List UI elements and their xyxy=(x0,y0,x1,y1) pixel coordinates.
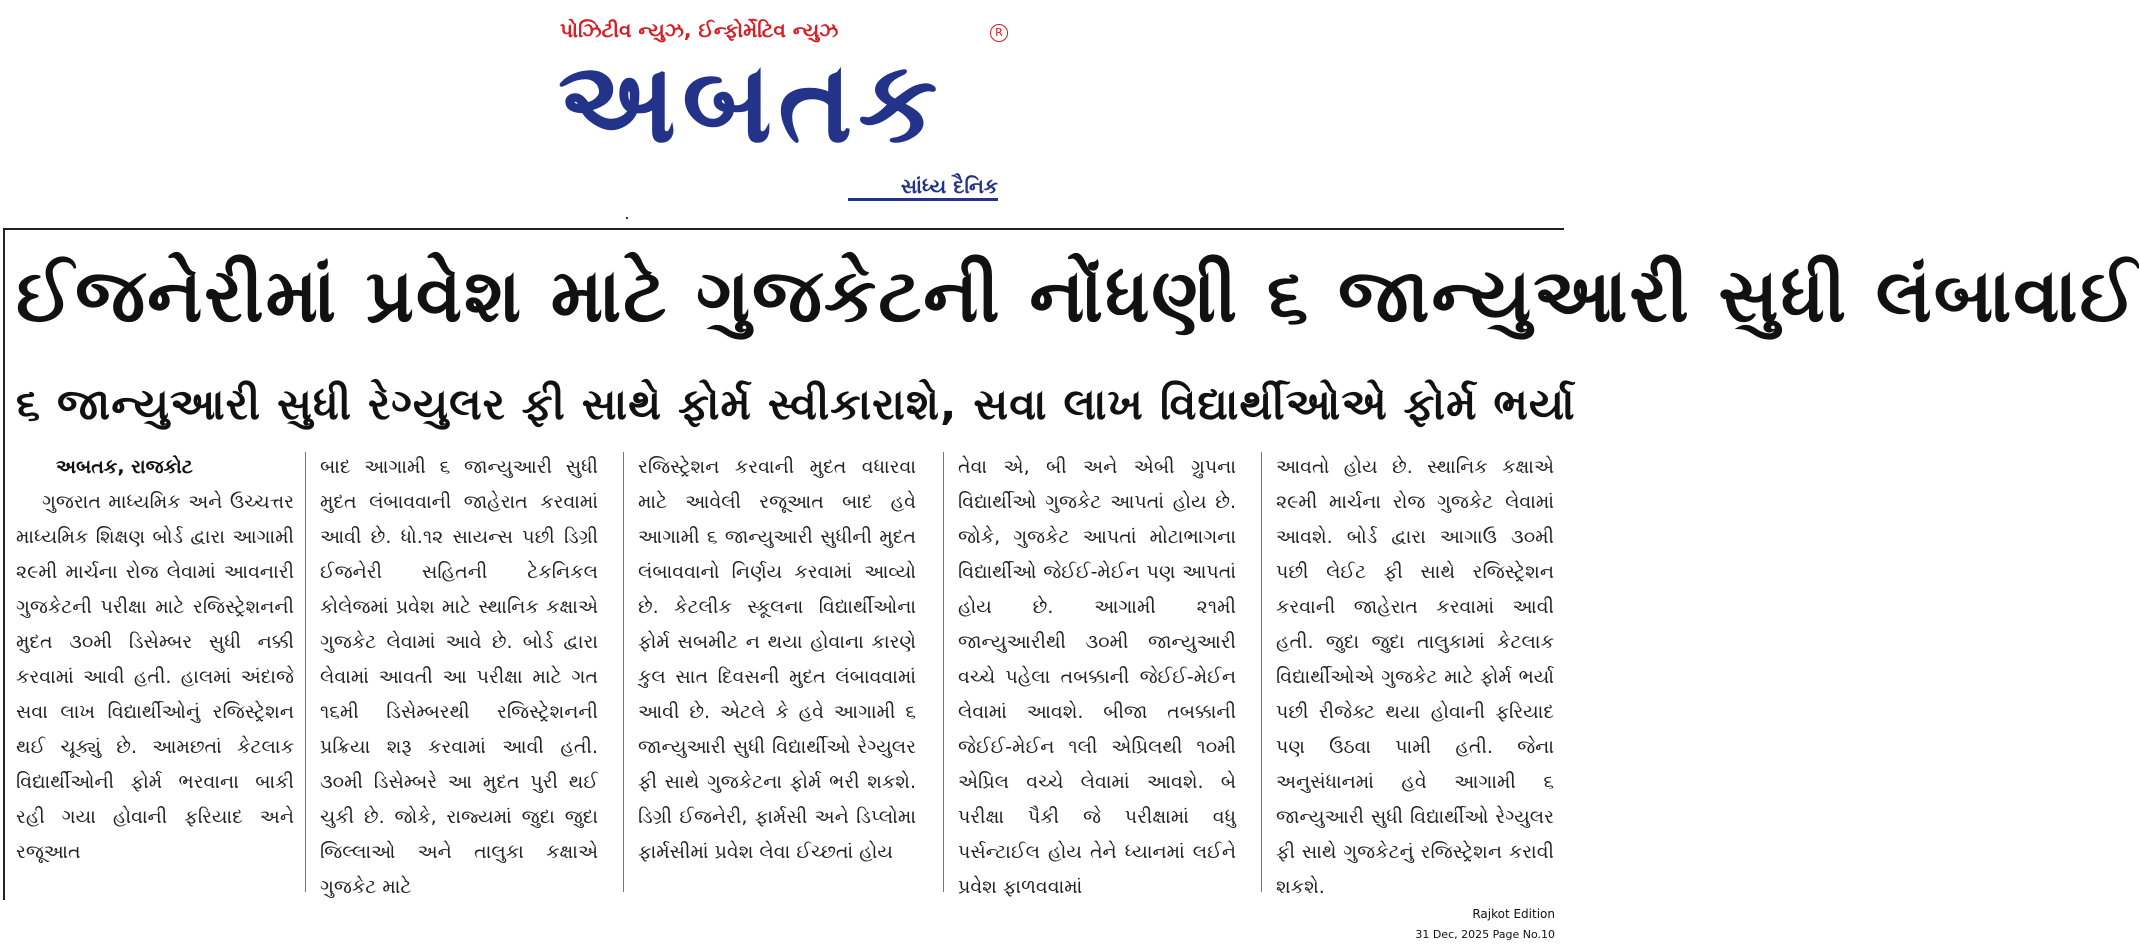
column-divider xyxy=(623,452,624,892)
column-text: રજિસ્ટ્રેશન કરવાની મુદત વધારવા માટે આવેલી રજૂઆત બાદ હવે આગામી ૬ જાન્યુઆરી સુધીની મુદત લંબાવવાનો નિર્ણય કરવામાં આવ્યો છે. કેટલીક સ્કૂલના વિદ્યાર્થીઓના ફોર્મ સબમીટ ન થયા હોવાના કારણે કુલ સાત દિવસની મુદત લંબાવવામાં આવી છે. એટલે કે હવે આગામી ૬ જાન્યુઆરી સુધી વિદ્યાર્થીઓ રેગ્યુલર ફી સાથે ગુજકેટના ફોર્મ ભરી શકશે. ડિગ્રી ઈજનેરી, ફાર્મસી અને ડિપ્લોમા ફાર્મસીમાં પ્રવેશ લેવા ઈચ્છતાં હોય xyxy=(638,456,916,863)
masthead xyxy=(0,0,1565,212)
article-column-3 xyxy=(638,450,916,896)
footer-edition: Rajkot Edition xyxy=(1472,907,1555,921)
column-divider xyxy=(305,452,306,892)
column-text: આવતો હોય છે. સ્થાનિક કક્ષાએ ૨૯મી માર્ચના રોજ ગુજકેટ લેવામાં આવશે. બોર્ડ દ્વારા આગાઉ ૩૦મી પછી લેઈટ ફી સાથે રજિસ્ટ્રેશન કરવાની જાહેરાત કરવામાં આવી હતી. જુદા જુદા તાલુકામાં કેટલાક વિદ્યાર્થીઓએ ગુજકેટ માટે ફોર્મ ભર્યા પછી રીજેક્ટ થયા હોવાની ફરિયાદ પણ ઉઠવા પામી હતી. જેના અનુસંધાનમાં હવે આગામી ૬ જાન્યુઆરી સુધી વિદ્યાર્થીઓ રેગ્યુલર ફી સાથે ગુજકેટનું રજિસ્ટ્રેશન કરાવી શકશે. xyxy=(1276,456,1554,898)
logo-underline xyxy=(848,198,998,201)
footer-date-page: 31 Dec, 2025 Page No.10 xyxy=(1415,928,1555,941)
registered-mark-icon: R xyxy=(990,24,1008,42)
article-column-2 xyxy=(320,450,598,896)
column-divider xyxy=(943,452,944,892)
newspaper-logo: અબતક xyxy=(558,38,944,168)
column-divider xyxy=(1261,452,1262,892)
column-text: ગુજરાત માધ્યમિક અને ઉચ્ચત્તર માધ્યમિક શિક્ષણ બોર્ડ દ્વારા આગામી ૨૯મી માર્ચના રોજ લેવામાં આવનારી ગુજકેટની પરીક્ષા માટે રજિસ્ટ્રેશનની મુદત ૩૦મી ડિસેમ્બર સુધી નક્કી કરવામાં આવી હતી. હાલમાં અંદાજે સવા લાખ વિદ્યાર્થીઓનું રજિસ્ટ્રેશન થઈ ચૂક્યું છે. આમછતાં કેટલાક વિદ્યાર્થીઓની ફોર્મ ભરવાના બાકી રહી ગયા હોવાની ફરિયાદ અને રજૂઆત xyxy=(16,491,294,863)
article-column-5 xyxy=(1276,450,1554,896)
article-headline: ઈજનેરીમાં પ્રવેશ માટે ગુજકેટની નોંધણી ૬ જાન્યુઆરી સુધી લંબાવાઈ xyxy=(16,253,2139,339)
article-column-1 xyxy=(16,450,294,896)
article-dateline: અબતક, રાજકોટ xyxy=(56,456,193,478)
masthead-tagline: પોઝિટીવ ન્યુઝ, ઈન્ફોર્મેટિવ ન્યુઝ xyxy=(560,18,839,42)
divider-dot xyxy=(626,217,628,219)
column-text: બાદ આગામી ૬ જાન્યુઆરી સુધી મુદત લંબાવવાની જાહેરાત કરવામાં આવી છે. ધો.૧૨ સાયન્સ પછી ડિગ્રી ઈજનેરી સહિતની ટેકનિકલ કોલેજમાં પ્રવેશ માટે સ્થાનિક કક્ષાએ ગુજકેટ લેવામાં આવે છે. બોર્ડ દ્વારા લેવામાં આવતી આ પરીક્ષા માટે ગત ૧૬મી ડિસેમ્બરથી રજિસ્ટ્રેશનની પ્રક્રિયા શરૂ કરવામાં આવી હતી. ૩૦મી ડિસેમ્બરે આ મુદત પુરી થઈ ચુકી છે. જોકે, રાજ્યમાં જુદા જુદા જિલ્લાઓ અને તાલુકા કક્ષાએ ગુજકેટ માટે xyxy=(320,456,598,898)
article-subheadline: ૬ જાન્યુઆરી સુધી રેગ્યુલર ફી સાથે ફોર્મ સ્વીકારાશે, સવા લાખ વિદ્યાર્થીઓએ ફોર્મ ભર્યા xyxy=(16,380,1576,430)
article-column-4 xyxy=(958,450,1236,896)
edition-label: સાંધ્ય દૈનિક xyxy=(900,174,998,198)
column-text: તેવા એ, બી અને એબી ગ્રુપના વિદ્યાર્થીઓ ગુજકેટ આપતાં હોય છે. જોકે, ગુજકેટ આપતાં મોટાભાગના વિદ્યાર્થીઓ જેઈઈ-મેઈન પણ આપતાં હોય છે. આગામી ૨૧મી જાન્યુઆરીથી ૩૦મી જાન્યુઆરી વચ્ચે પહેલા તબક્કાની જેઈઈ-મેઈન લેવામાં આવશે. બીજા તબક્કાની જેઈઈ-મેઈન ૧લી એપ્રિલથી ૧૦મી એપ્રિલ વચ્ચે લેવામાં આવશે. બે પરીક્ષા પૈકી જે પરીક્ષામાં વધુ પર્સન્ટાઈલ હોય તેને ધ્યાનમાં લઈને પ્રવેશ ફાળવવામાં xyxy=(958,456,1236,898)
